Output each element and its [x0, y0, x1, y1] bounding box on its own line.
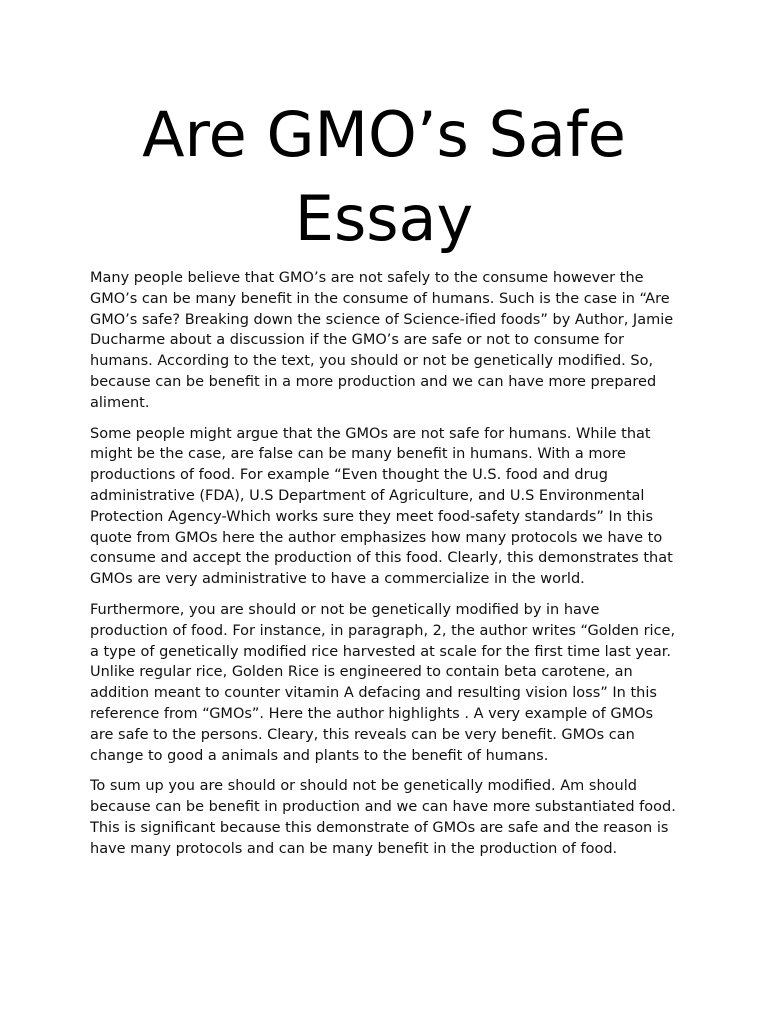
paragraph-introduction: Many people believe that GMO’s are not safely to the consume however the GMO’s can be many benefit in the consume of humans. Such is the case in “Are GMO’s safe? Breaking down the science of Science-ified foods” by Author, Jamie Ducharme about a discussion if the GMO’s are safe or not to consume for humans. According to the text, you should or not be genetically modified. So, because can be benefit in a more production and we can have more prepared aliment.: [90, 270, 674, 411]
paragraph-evidence: Furthermore, you are should or not be genetically modified by in have production of food. For instance, in paragraph, 2, the author writes “Golden rice, a type of genetically modified rice harvested at scale for the first time last year. Unlike regular rice, Golden Rice is engineered to contain beta carotene, an addition meant to counter vitamin A defacing and resulting vision loss” In this reference from “GMOs”. Here the author highlights . A very example of GMOs are safe to the persons. Cleary, this reveals can be very benefit. GMOs can change to good a animals and plants to the benefit of humans.: [90, 601, 676, 764]
essay-body: [90, 268, 680, 870]
paragraph-conclusion: To sum up you are should or should not be genetically modified. Am should because can be benefit in production and we can have more substantiated food. This is significant because this demonstrate of GMOs are safe and the reason is have many protocols and can be many benefit in the production of food.: [90, 778, 676, 857]
essay-title: Are GMO’s Safe Essay: [142, 98, 626, 255]
paragraph-counterargument: Some people might argue that the GMOs are not safe for humans. While that might be the case, are false can be many benefit in humans. With a more productions of food. For example “Even thought the U.S. food and drug administrative (FDA), U.S Department of Agriculture, and U.S Environmental Protection Agency-Which works sure they meet food-safety standards” In this quote from GMOs here the author emphasizes how many protocols we have to consume and accept the production of this food. Clearly, this demonstrates that GMOs are very administrative to have a commercialize in the world.: [90, 425, 673, 588]
